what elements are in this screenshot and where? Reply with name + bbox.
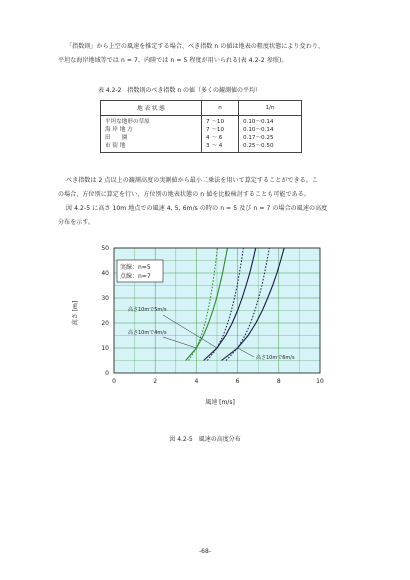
legend-dotted: 点線：n=7 — [120, 273, 151, 280]
table-caption: 表 4.2-2 指数則のべき指数 n の値（多くの観測値の平均） — [98, 87, 262, 94]
terrain-2: 田 園 — [105, 135, 128, 141]
header-terrain: 地 表 状 態 — [101, 101, 202, 116]
wind-profile-chart — [70, 238, 350, 408]
annotation-label: 高さ10mで6m/s — [256, 355, 295, 361]
n-2: 4 ～ 6 — [206, 135, 223, 141]
terrain-cell — [101, 116, 202, 153]
y-tick-label: 50 — [101, 245, 109, 252]
inverse-n-cell — [239, 116, 302, 153]
y-tick-label: 10 — [101, 345, 109, 352]
header-inverse-n: 1/n — [239, 101, 302, 116]
inv-2: 0.17～0.25 — [243, 135, 274, 141]
x-tick-label: 6 — [235, 378, 240, 385]
inv-0: 0.10～0.14 — [243, 119, 274, 125]
x-tick-label: 4 — [194, 378, 199, 385]
intro-line-2: 平坦な海岸地域等では n = 7，内陸では n = 5 程度が用いられる(表 4.2-2 参照)。 — [58, 57, 288, 64]
chart-svg — [70, 238, 350, 408]
y-tick-label: 0 — [105, 370, 109, 377]
body-line-3: 図 4.2-5 に高さ 10m 地点での風速 4, 5, 6m/s の時の n = 5 及び n = 7 の場合の風速の高度 — [66, 205, 328, 212]
inv-1: 0.10～0.14 — [243, 127, 274, 133]
terrain-0: 平坦な地形の草原 — [105, 119, 150, 125]
annotation-label: 高さ10mで4m/s — [128, 330, 167, 336]
x-axis-label: 風速 [m/s] — [205, 399, 235, 406]
annotation-label: 高さ10mで5m/s — [128, 307, 167, 313]
n-1: 7 ～10 — [206, 127, 225, 133]
page-number: -68- — [199, 548, 211, 555]
header-n: n — [202, 101, 239, 116]
x-tick-label: 2 — [153, 378, 158, 385]
intro-line-1: 「指数則」から上空の風速を推定する場合、べき指数 n の値は地表の粗度状態により変わり、 — [66, 43, 325, 50]
n-cell — [202, 116, 239, 153]
table-body-row — [101, 116, 302, 153]
table-header-row — [101, 101, 302, 116]
y-tick-label: 40 — [101, 270, 109, 277]
terrain-1: 海 岸 地 方 — [105, 127, 133, 133]
body-line-4: 分布を示す。 — [58, 219, 95, 226]
n-0: 7 ～10 — [206, 119, 225, 125]
figure-caption: 図 4.2-5 風速の高度分布 — [169, 436, 241, 443]
legend-box — [117, 260, 163, 282]
y-tick-label: 20 — [101, 320, 109, 327]
body-line-2: の場合、方位別に算定を行い、方位別の地表状態の n 値を比較検討することも可能である。 — [58, 191, 310, 198]
inv-3: 0.25～0.50 — [243, 143, 274, 149]
legend-solid: 実線：n=5 — [120, 264, 151, 271]
x-tick-label: 10 — [316, 378, 324, 385]
n-3: 3 ～ 4 — [206, 143, 223, 149]
y-tick-label: 30 — [101, 295, 109, 302]
exponent-table — [100, 100, 302, 153]
y-axis-label: 高さ [m] — [72, 300, 79, 326]
body-line-1: べき指数は 2 点以上の観測高度の実測値から最小二乗法を用いて算定することができる。こ — [66, 177, 318, 184]
terrain-3: 市 街 地 — [105, 143, 126, 149]
x-tick-label: 0 — [112, 378, 116, 385]
x-tick-label: 8 — [276, 378, 281, 385]
